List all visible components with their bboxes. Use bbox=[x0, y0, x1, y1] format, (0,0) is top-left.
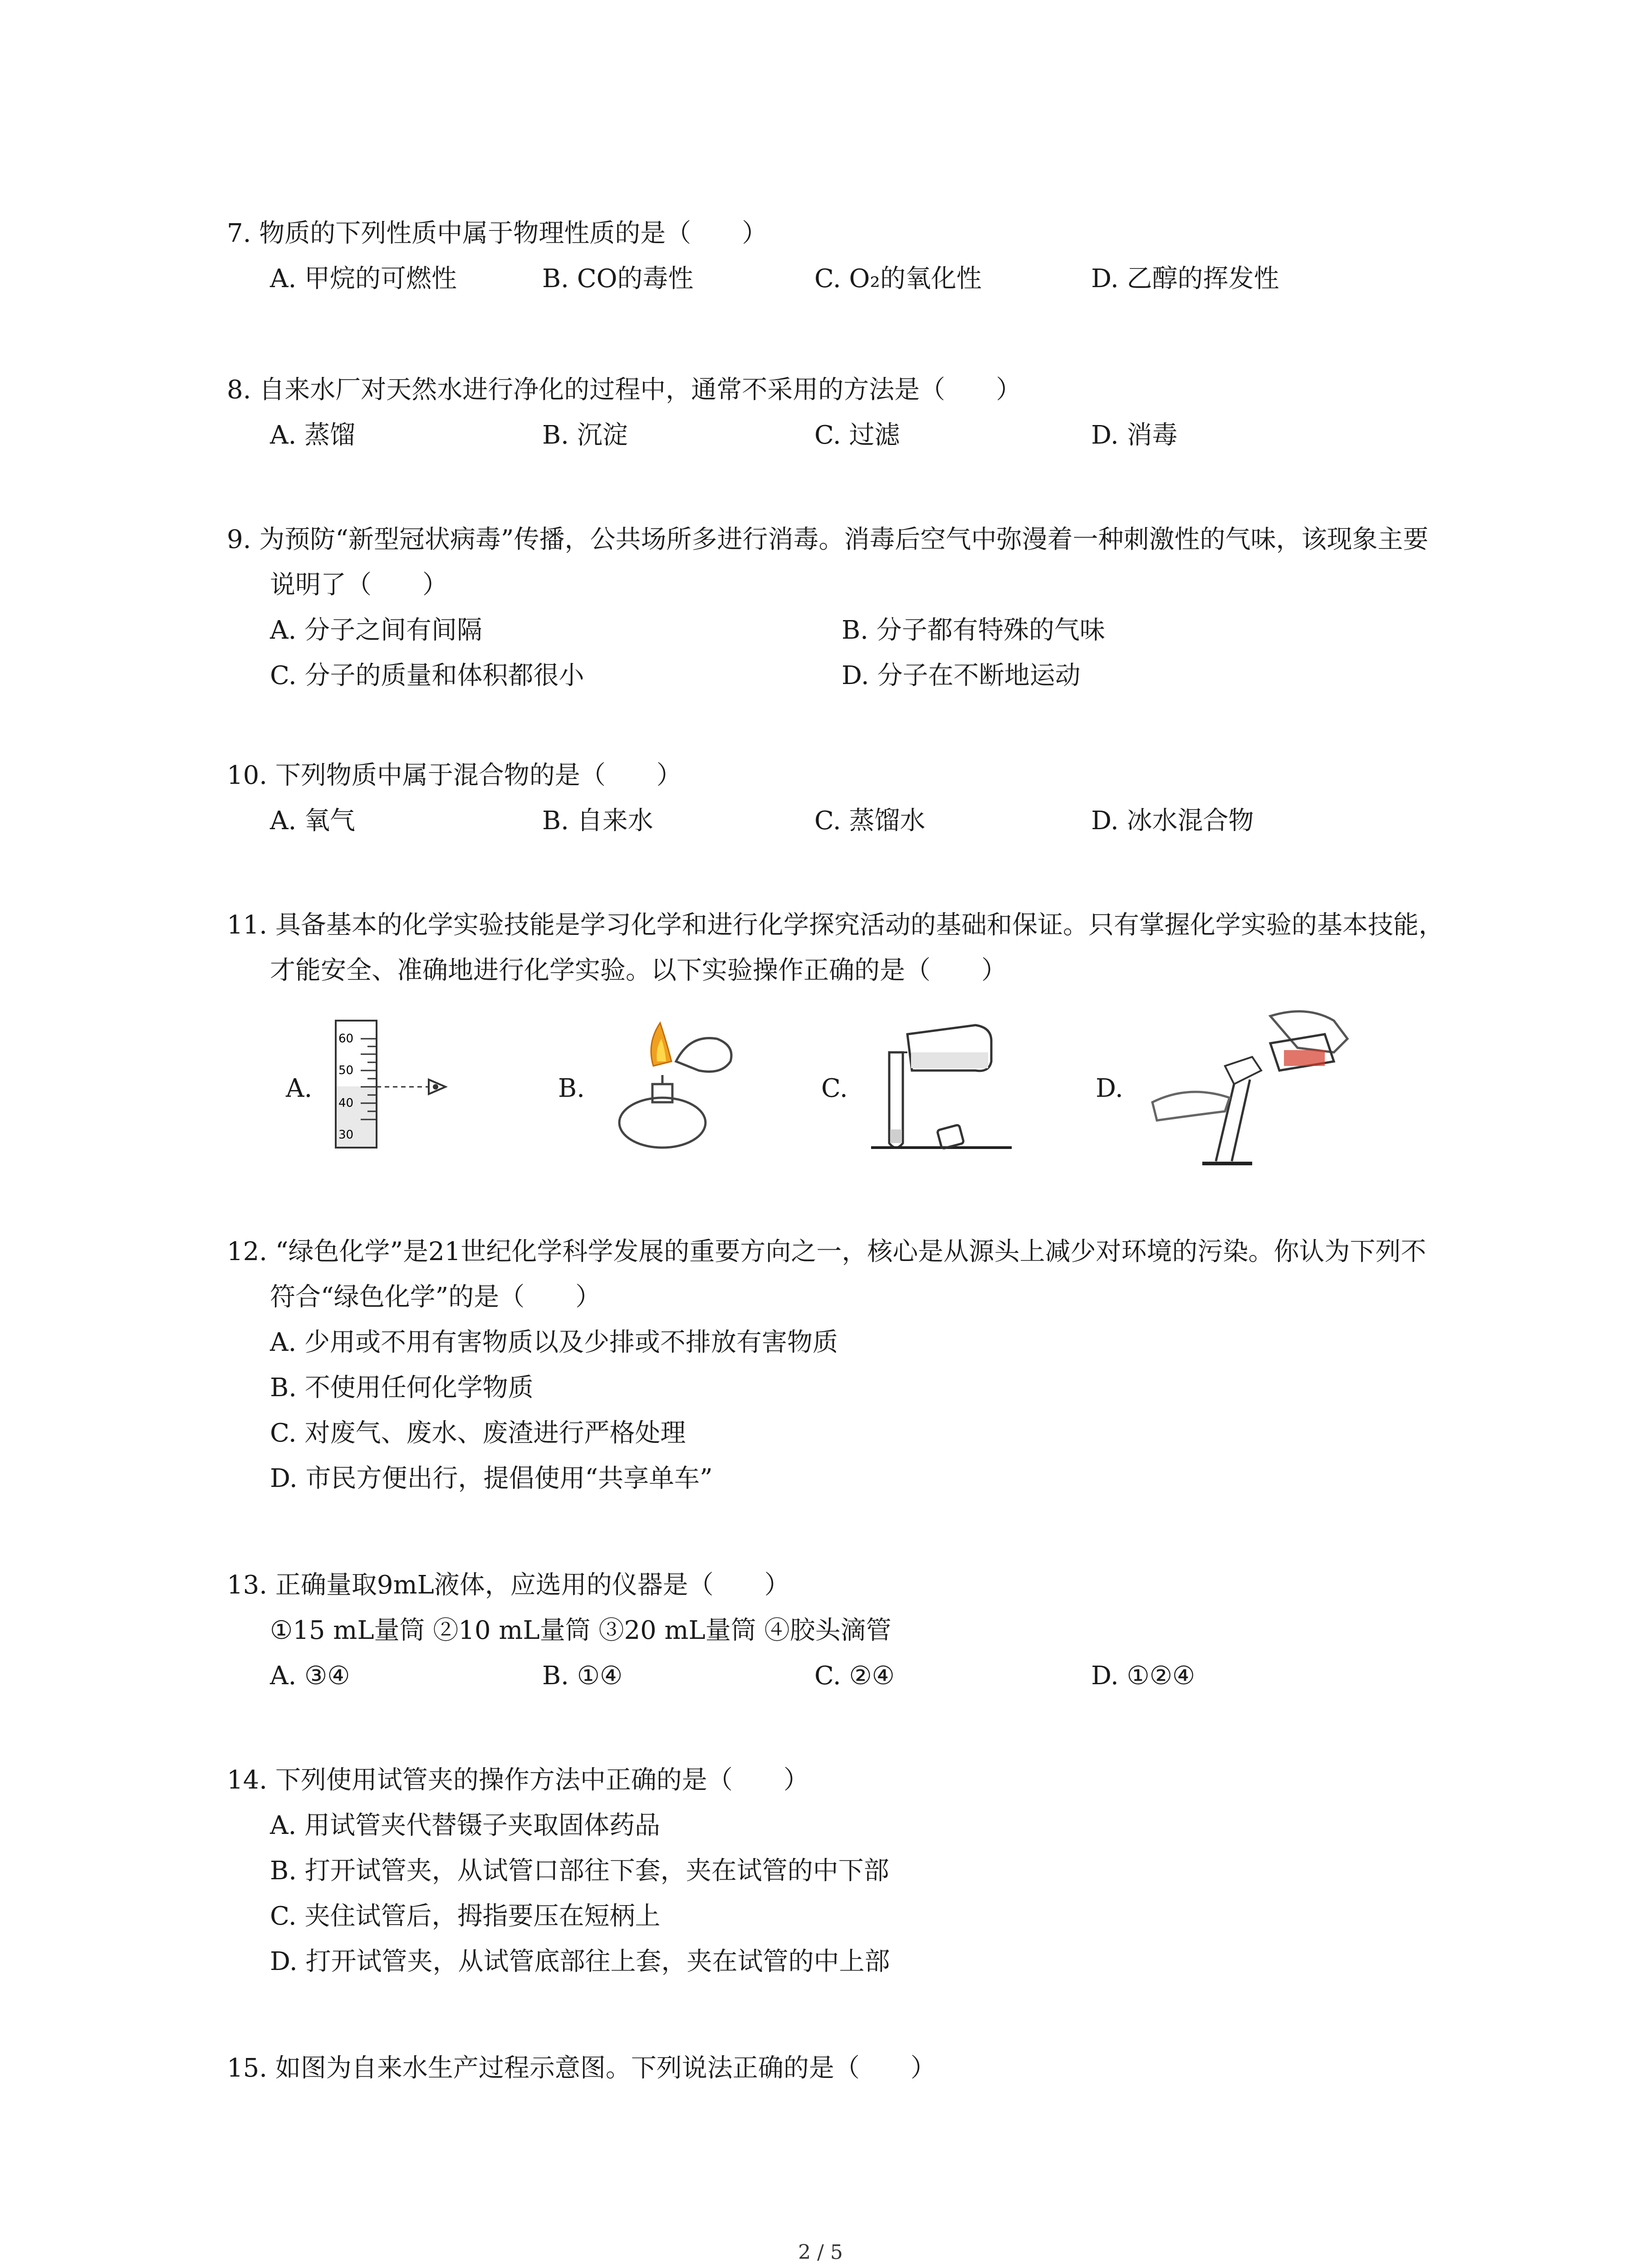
tick-label: 30 bbox=[338, 1128, 354, 1142]
tick-label: 40 bbox=[338, 1096, 354, 1110]
option-d: D. 市民方便出行，提倡使用“共享单车” bbox=[270, 1464, 713, 1493]
option-b: B. 打开试管夹，从试管口部往下套，夹在试管的中下部 bbox=[270, 1856, 889, 1886]
question-stem: 15. 如图为自来水生产过程示意图。下列说法正确的是（ ） bbox=[227, 2053, 936, 2083]
q11-figures bbox=[227, 1007, 1452, 1198]
options-row bbox=[270, 256, 1450, 302]
option-c: C. 蒸馏水 bbox=[814, 806, 926, 836]
option-c: C. ②④ bbox=[814, 1661, 895, 1691]
tick-label: 50 bbox=[338, 1064, 354, 1077]
question-9 bbox=[227, 517, 1450, 699]
cylinder-reading-icon bbox=[327, 1007, 454, 1157]
option-d: D. 乙醇的挥发性 bbox=[1091, 264, 1279, 293]
option-d: D. ①②④ bbox=[1091, 1661, 1195, 1691]
option-b: B. 自来水 bbox=[542, 806, 653, 836]
option-c: C. 夹住试管后，拇指要压在短柄上 bbox=[270, 1901, 661, 1931]
question-stem: 13. 正确量取9mL液体，应选用的仪器是（ ） bbox=[227, 1570, 790, 1600]
tick-label: 60 bbox=[338, 1032, 354, 1046]
question-12 bbox=[227, 1229, 1450, 1501]
question-stem: 7. 物质的下列性质中属于物理性质的是（ ） bbox=[227, 219, 768, 248]
question-11 bbox=[227, 903, 1450, 993]
question-stem: 9. 为预防“新型冠状病毒”传播，公共场所多进行消毒。消毒后空气中弥漫着一种刺激性的气味，该现象主要说明了（ ） bbox=[227, 525, 1429, 600]
question-10 bbox=[227, 753, 1450, 844]
question-stem: 14. 下列使用试管夹的操作方法中正确的是（ ） bbox=[227, 1765, 809, 1795]
figure-label-c: C. bbox=[821, 1074, 848, 1103]
liquid-transfer-icon bbox=[862, 1007, 1025, 1157]
figure-label-d: D. bbox=[1096, 1074, 1123, 1103]
question-stem: 11. 具备基本的化学实验技能是学习化学和进行化学探究活动的基础和保证。只有掌握化学实验的基本技能，才能安全、准确地进行化学实验。以下实验操作正确的是（ ） bbox=[227, 910, 1444, 985]
option-b: B. 不使用任何化学物质 bbox=[270, 1373, 534, 1403]
option-a: A. 分子之间有间隔 bbox=[270, 616, 483, 645]
figure-label-b: B. bbox=[558, 1074, 585, 1103]
options-row bbox=[270, 608, 1450, 653]
pouring-cylinder-icon bbox=[1134, 1007, 1361, 1170]
option-b: B. 沉淀 bbox=[542, 420, 628, 450]
question-stem: 10. 下列物质中属于混合物的是（ ） bbox=[227, 761, 682, 790]
option-b: B. ①④ bbox=[542, 1661, 623, 1691]
options-row bbox=[270, 413, 1450, 458]
option-b: B. 分子都有特殊的气味 bbox=[842, 616, 1105, 645]
option-c: C. O₂的氧化性 bbox=[814, 264, 982, 293]
option-d: D. 分子在不断地运动 bbox=[842, 661, 1081, 690]
option-a: A. ③④ bbox=[270, 1661, 350, 1691]
option-c: C. 对废气、废水、废渣进行严格处理 bbox=[270, 1418, 686, 1448]
figure-label-a: A. bbox=[286, 1074, 313, 1103]
question-13 bbox=[227, 1563, 1450, 1699]
question-stem: 12. “绿色化学”是21世纪化学科学发展的重要方向之一，核心是从源头上减少对环境的污染。你认为下列不符合“绿色化学”的是（ ） bbox=[227, 1237, 1426, 1312]
option-b: B. CO的毒性 bbox=[542, 264, 694, 293]
options-row bbox=[270, 653, 1450, 699]
option-a: A. 少用或不用有害物质以及少排或不排放有害物质 bbox=[270, 1328, 838, 1357]
question-stem: 8. 自来水厂对天然水进行净化的过程中，通常不采用的方法是（ ） bbox=[227, 375, 1022, 405]
option-d: D. 打开试管夹，从试管底部往上套，夹在试管的中上部 bbox=[270, 1947, 890, 1976]
options-row bbox=[270, 1653, 1450, 1699]
page-number: 2 / 5 bbox=[798, 2241, 843, 2264]
alcohol-lamp-icon bbox=[599, 1007, 744, 1157]
option-d: D. 消毒 bbox=[1091, 420, 1178, 450]
option-d: D. 冰水混合物 bbox=[1091, 806, 1254, 836]
instrument-list: ①15 mL量筒 ②10 mL量筒 ③20 mL量筒 ④胶头滴管 bbox=[270, 1616, 892, 1645]
option-c: C. 分子的质量和体积都很小 bbox=[270, 661, 584, 690]
question-15 bbox=[227, 2046, 1450, 2091]
question-14 bbox=[227, 1758, 1450, 1984]
option-c: C. 过滤 bbox=[814, 420, 900, 450]
option-a: A. 氧气 bbox=[270, 806, 356, 836]
options-row bbox=[270, 798, 1450, 844]
option-a: A. 蒸馏 bbox=[270, 420, 356, 450]
option-a: A. 甲烷的可燃性 bbox=[270, 264, 457, 293]
option-a: A. 用试管夹代替镊子夹取固体药品 bbox=[270, 1811, 661, 1840]
question-7 bbox=[227, 211, 1450, 302]
question-8 bbox=[227, 367, 1450, 458]
